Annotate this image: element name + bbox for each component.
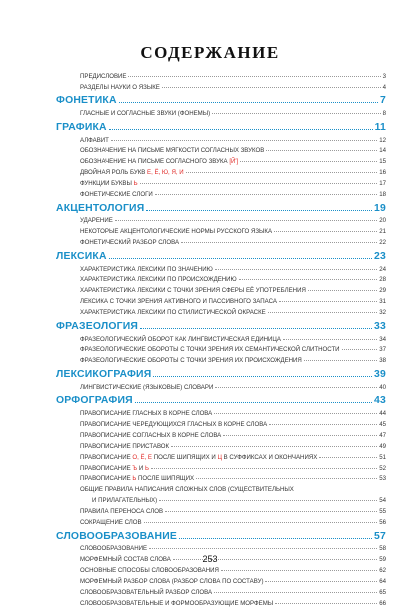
toc-item-title: ПРАВОПИСАНИЕ ПРИСТАВОК (80, 442, 170, 450)
toc-page-number: 58 (379, 545, 386, 553)
toc-item[interactable] (56, 273, 386, 284)
dot-leader (155, 194, 377, 195)
highlight-letters: Ъ (132, 464, 138, 472)
toc-page-number: 24 (379, 265, 386, 273)
toc-item[interactable] (56, 343, 386, 354)
toc-item[interactable] (56, 69, 386, 80)
toc-page-number: 29 (379, 287, 386, 295)
dot-leader (196, 478, 377, 479)
toc-page-number: 47 (379, 431, 386, 439)
toc-item[interactable] (56, 417, 386, 428)
dot-leader (128, 76, 380, 77)
toc-page-number: 14 (379, 147, 386, 155)
toc-item-title: ОБОЗНАЧЕНИЕ НА ПИСЬМЕ СОГЛАСНОГО ЗВУКА [Й'] (80, 158, 239, 166)
toc-item-title: ДВОЙНАЯ РОЛЬ БУКВ Е, Ё, Ю, Я, И (80, 169, 184, 177)
dot-leader (165, 511, 377, 512)
toc-page-number: 11 (374, 121, 386, 133)
dot-leader (140, 183, 378, 184)
toc-page-number: 28 (379, 276, 386, 284)
highlight-letters: О, Ё, Е (132, 453, 152, 461)
dot-leader (214, 413, 377, 414)
dot-leader (265, 581, 377, 582)
toc-page-number: 20 (379, 217, 386, 225)
toc-item-title-continuation: И ПРИЛАГАТЕЛЬНЫХ) (92, 497, 158, 505)
toc-item-title: ГЛАСНЫЕ И СОГЛАСНЫЕ ЗВУКИ (ФОНЕМЫ) (80, 110, 211, 118)
toc-page-number: 8 (382, 110, 386, 118)
dot-leader (119, 102, 378, 103)
toc-section[interactable] (56, 528, 386, 542)
toc-item-title: ЛЕКСИКА С ТОЧКИ ЗРЕНИЯ АКТИВНОГО И ПАССИВНОГО ЗАПАСА (80, 298, 277, 306)
dot-leader (109, 129, 373, 130)
toc-page-number: 52 (379, 464, 386, 472)
toc-item[interactable] (56, 504, 386, 515)
toc-page-number: 51 (379, 453, 386, 461)
toc-page-number: 43 (374, 395, 386, 407)
toc-item-title: ФОНЕТИЧЕСКИЕ СЛОГИ (80, 191, 153, 199)
toc-page-number: 22 (379, 239, 386, 247)
dot-leader (140, 328, 372, 329)
toc-section[interactable] (56, 248, 386, 262)
toc-item[interactable] (56, 472, 386, 483)
dot-leader (186, 172, 378, 173)
toc-item[interactable] (56, 283, 386, 294)
toc-page-number: 18 (379, 191, 386, 199)
toc-item[interactable] (56, 542, 386, 553)
highlight-letters: [Й'] (229, 158, 239, 166)
dot-leader (144, 522, 378, 523)
highlight-letters: Ь (144, 464, 149, 472)
toc-page-number: 45 (379, 420, 386, 428)
dot-leader (181, 242, 377, 243)
dot-leader (223, 435, 377, 436)
toc-item-title: СЛОВООБРАЗОВАНИЕ (80, 545, 148, 553)
toc-page-number: 12 (379, 136, 386, 144)
dot-leader (266, 150, 377, 151)
toc-item-title: ФРАЗЕОЛОГИЧЕСКИЕ ОБОРОТЫ С ТОЧКИ ЗРЕНИЯ ИХ СЕМАНТИЧЕСКОЙ СЛИТНОСТИ (80, 346, 340, 354)
toc-page-number: 40 (379, 383, 386, 391)
dot-leader (269, 424, 377, 425)
toc-section[interactable] (56, 119, 386, 133)
dot-leader (308, 290, 377, 291)
toc-item[interactable] (56, 165, 386, 176)
toc-item[interactable] (56, 406, 386, 417)
dot-leader (240, 161, 377, 162)
toc-page-number: 59 (379, 556, 386, 564)
toc-item[interactable] (56, 294, 386, 305)
toc-section[interactable] (56, 200, 386, 214)
dot-leader (171, 446, 377, 447)
toc-page-number: 66 (379, 599, 386, 607)
toc-page-number: 53 (379, 475, 386, 483)
toc-item[interactable] (56, 574, 386, 585)
dot-leader (109, 258, 372, 259)
toc-item[interactable] (56, 106, 386, 117)
toc-section[interactable] (56, 393, 386, 407)
toc-item[interactable] (56, 596, 386, 607)
toc-page-number: 44 (379, 410, 386, 418)
toc-section-title: ГРАФИКА (56, 121, 107, 133)
toc-item[interactable] (56, 80, 386, 91)
dot-leader (342, 349, 378, 350)
toc-item-title: ПРЕДИСЛОВИЕ (80, 72, 127, 80)
toc-item-title: РАЗДЕЛЫ НАУКИ О ЯЗЫКЕ (80, 83, 160, 91)
toc-page-number: 15 (379, 158, 386, 166)
toc-item-title: ПРАВОПИСАНИЕ ЧЕРЕДУЮЩИХСЯ ГЛАСНЫХ В КОРНЕ СЛОВА (80, 420, 268, 428)
toc-item-title: ПРАВИЛА ПЕРЕНОСА СЛОВ (80, 508, 164, 516)
toc-item[interactable] (56, 380, 386, 391)
dot-leader (214, 592, 377, 593)
toc-section-title: СЛОВООБРАЗОВАНИЕ (56, 530, 178, 542)
toc-section-title: ФРАЗЕОЛОГИЯ (56, 320, 139, 332)
dot-leader (215, 387, 377, 388)
dot-leader (151, 468, 377, 469)
dot-leader (239, 279, 378, 280)
dot-leader (283, 339, 377, 340)
toc-section[interactable] (56, 366, 386, 380)
toc-page-number: 65 (379, 588, 386, 596)
toc-item[interactable] (56, 262, 386, 273)
dot-leader (153, 376, 372, 377)
toc-page-number: 37 (379, 346, 386, 354)
toc-item-title: ХАРАКТЕРИСТИКА ЛЕКСИКИ С ТОЧКИ ЗРЕНИЯ СФЕРЫ ЕЁ УПОТРЕБЛЕНИЯ (80, 287, 306, 295)
toc-item[interactable] (56, 439, 386, 450)
toc-page-number: 4 (382, 83, 386, 91)
toc-item-title: ФРАЗЕОЛОГИЧЕСКИЙ ОБОРОТ КАК ЛИНГВИСТИЧЕСКАЯ ЕДИНИЦА (80, 335, 281, 343)
highlight-letters: Ь (132, 475, 137, 483)
toc-item[interactable] (56, 332, 386, 343)
dot-leader (115, 220, 377, 221)
toc-item-title: НЕКОТОРЫЕ АКЦЕНТОЛОГИЧЕСКИЕ НОРМЫ РУССКОГО ЯЗЫКА (80, 228, 273, 236)
toc-item-title: СОКРАЩЕНИЕ СЛОВ (80, 519, 142, 526)
dot-leader (162, 87, 381, 88)
toc-page-number: 38 (379, 357, 386, 365)
toc-item-title: СЛОВООБРАЗОВАТЕЛЬНЫЕ И ФОРМООБРАЗУЮЩИЕ МОРФЕМЫ (80, 599, 274, 607)
toc-section[interactable] (56, 93, 386, 107)
toc-page-number: 49 (379, 442, 386, 450)
dot-leader (212, 113, 380, 114)
toc-page-number: 19 (374, 202, 386, 214)
toc-section-title: АКЦЕНТОЛОГИЯ (56, 202, 145, 214)
toc-section-title: ФОНЕТИКА (56, 95, 117, 107)
toc-item-title: АЛФАВИТ (80, 136, 109, 144)
toc-item-title: ФРАЗЕОЛОГИЧЕСКИЕ ОБОРОТЫ С ТОЧКИ ЗРЕНИЯ ИХ ПРОИСХОЖДЕНИЯ (80, 357, 302, 365)
toc-item[interactable] (56, 585, 386, 596)
toc-item-title: ОБОЗНАЧЕНИЕ НА ПИСЬМЕ МЯГКОСТИ СОГЛАСНЫХ ЗВУКОВ (80, 147, 265, 155)
toc-page-number: 7 (380, 95, 386, 107)
toc-item-title: ЛИНГВИСТИЧЕСКИЕ (ЯЗЫКОВЫЕ) СЛОВАРИ (80, 383, 214, 391)
toc-page-number: 62 (379, 567, 386, 575)
toc-item[interactable] (56, 176, 386, 187)
page-number: 253 (202, 554, 218, 564)
toc-page-number: 34 (379, 335, 386, 343)
toc-item[interactable] (56, 563, 386, 574)
dot-leader (111, 140, 377, 141)
toc-page-number: 3 (382, 72, 386, 80)
highlight-letters: Ь (133, 180, 138, 188)
toc-page-number: 32 (379, 309, 386, 317)
dot-leader (279, 301, 377, 302)
toc-item-title: ФУНКЦИИ БУКВЫ Ь (80, 180, 138, 188)
toc-page-number: 16 (379, 169, 386, 177)
toc-item[interactable] (56, 133, 386, 144)
table-of-contents (56, 69, 386, 607)
toc-item[interactable] (56, 461, 386, 472)
toc-item[interactable] (56, 493, 386, 504)
toc-section[interactable] (56, 318, 386, 332)
toc-item[interactable] (56, 235, 386, 246)
toc-item[interactable] (56, 428, 386, 439)
dot-leader (274, 231, 377, 232)
toc-item[interactable] (56, 214, 386, 225)
toc-item[interactable] (56, 187, 386, 198)
toc-item[interactable] (56, 353, 386, 364)
toc-item-title: ПРАВОПИСАНИЕ Ь ПОСЛЕ ШИПЯЩИХ (80, 475, 195, 483)
toc-item-title: ПРАВОПИСАНИЕ Ъ И Ь (80, 464, 149, 472)
toc-page-number: 57 (374, 530, 386, 542)
toc-page-number: 31 (379, 298, 386, 306)
toc-page-number: 55 (379, 508, 386, 516)
dot-leader (275, 603, 377, 604)
toc-page-number: 56 (379, 519, 386, 526)
toc-item-title: МОРФЕМНЫЙ РАЗБОР СЛОВА (РАЗБОР СЛОВА ПО СОСТАВУ) (80, 578, 264, 586)
toc-item[interactable] (56, 305, 386, 316)
toc-item-title: ОСНОВНЫЕ СПОСОБЫ СЛОВООБРАЗОВАНИЯ (80, 567, 219, 575)
toc-page-number: 54 (379, 497, 386, 505)
page-title: СОДЕРЖАНИЕ (140, 43, 280, 62)
toc-item-title: СЛОВООБРАЗОВАТЕЛЬНЫЙ РАЗБОР СЛОВА (80, 588, 213, 596)
dot-leader (179, 538, 372, 539)
toc-item[interactable] (56, 144, 386, 155)
toc-item-title: ОБЩИЕ ПРАВИЛА НАПИСАНИЯ СЛОЖНЫХ СЛОВ (СУЩЕСТВИТЕЛЬНЫХ (80, 486, 294, 494)
highlight-letters: Е, Ё, Ю, Я, И (147, 169, 184, 177)
dot-leader (215, 269, 377, 270)
toc-item-title: ПРАВОПИСАНИЕ ГЛАСНЫХ В КОРНЕ СЛОВА (80, 410, 213, 418)
toc-item-title: ХАРАКТЕРИСТИКА ЛЕКСИКИ ПО ПРОИСХОЖДЕНИЮ (80, 276, 237, 284)
toc-item-title: ПРАВОПИСАНИЕ СОГЛАСНЫХ В КОРНЕ СЛОВА (80, 431, 222, 439)
toc-item-title: ФОНЕТИЧЕСКИЙ РАЗБОР СЛОВА (80, 239, 180, 247)
highlight-letters: Ц (217, 453, 222, 461)
toc-item[interactable] (56, 482, 386, 493)
dot-leader (304, 360, 377, 361)
toc-page-number: 23 (374, 250, 386, 262)
toc-section-title: ЛЕКСИКА (56, 250, 107, 262)
toc-item[interactable] (56, 154, 386, 165)
toc-item-title: МОРФЕМНЫЙ СОСТАВ СЛОВА (80, 556, 171, 564)
toc-page-number: 21 (379, 228, 386, 236)
toc-page-number: 33 (374, 320, 386, 332)
dot-leader (221, 570, 377, 571)
dot-leader (146, 210, 372, 211)
toc-page-number: 39 (374, 368, 386, 380)
toc-item-title: УДАРЕНИЕ (80, 217, 113, 225)
dot-leader (135, 402, 372, 403)
dot-leader (149, 548, 377, 549)
toc-item[interactable] (56, 224, 386, 235)
toc-item-title: ХАРАКТЕРИСТИКА ЛЕКСИКИ ПО СТИЛИСТИЧЕСКОЙ ОКРАСКЕ (80, 309, 266, 317)
toc-item-title: ХАРАКТЕРИСТИКА ЛЕКСИКИ ПО ЗНАЧЕНИЮ (80, 265, 213, 273)
dot-leader (319, 457, 377, 458)
toc-item[interactable] (56, 450, 386, 461)
toc-item[interactable] (56, 515, 386, 526)
toc-item-title: ПРАВОПИСАНИЕ О, Ё, Е ПОСЛЕ ШИПЯЩИХ И Ц В СУФФИКСАХ И ОКОНЧАНИЯХ (80, 453, 318, 461)
toc-section-title: ОРФОГРАФИЯ (56, 395, 133, 407)
toc-page-number: 17 (379, 180, 386, 188)
dot-leader (159, 500, 377, 501)
dot-leader (268, 312, 378, 313)
toc-section-title: ЛЕКСИКОГРАФИЯ (56, 368, 152, 380)
toc-page-number: 64 (379, 578, 386, 586)
